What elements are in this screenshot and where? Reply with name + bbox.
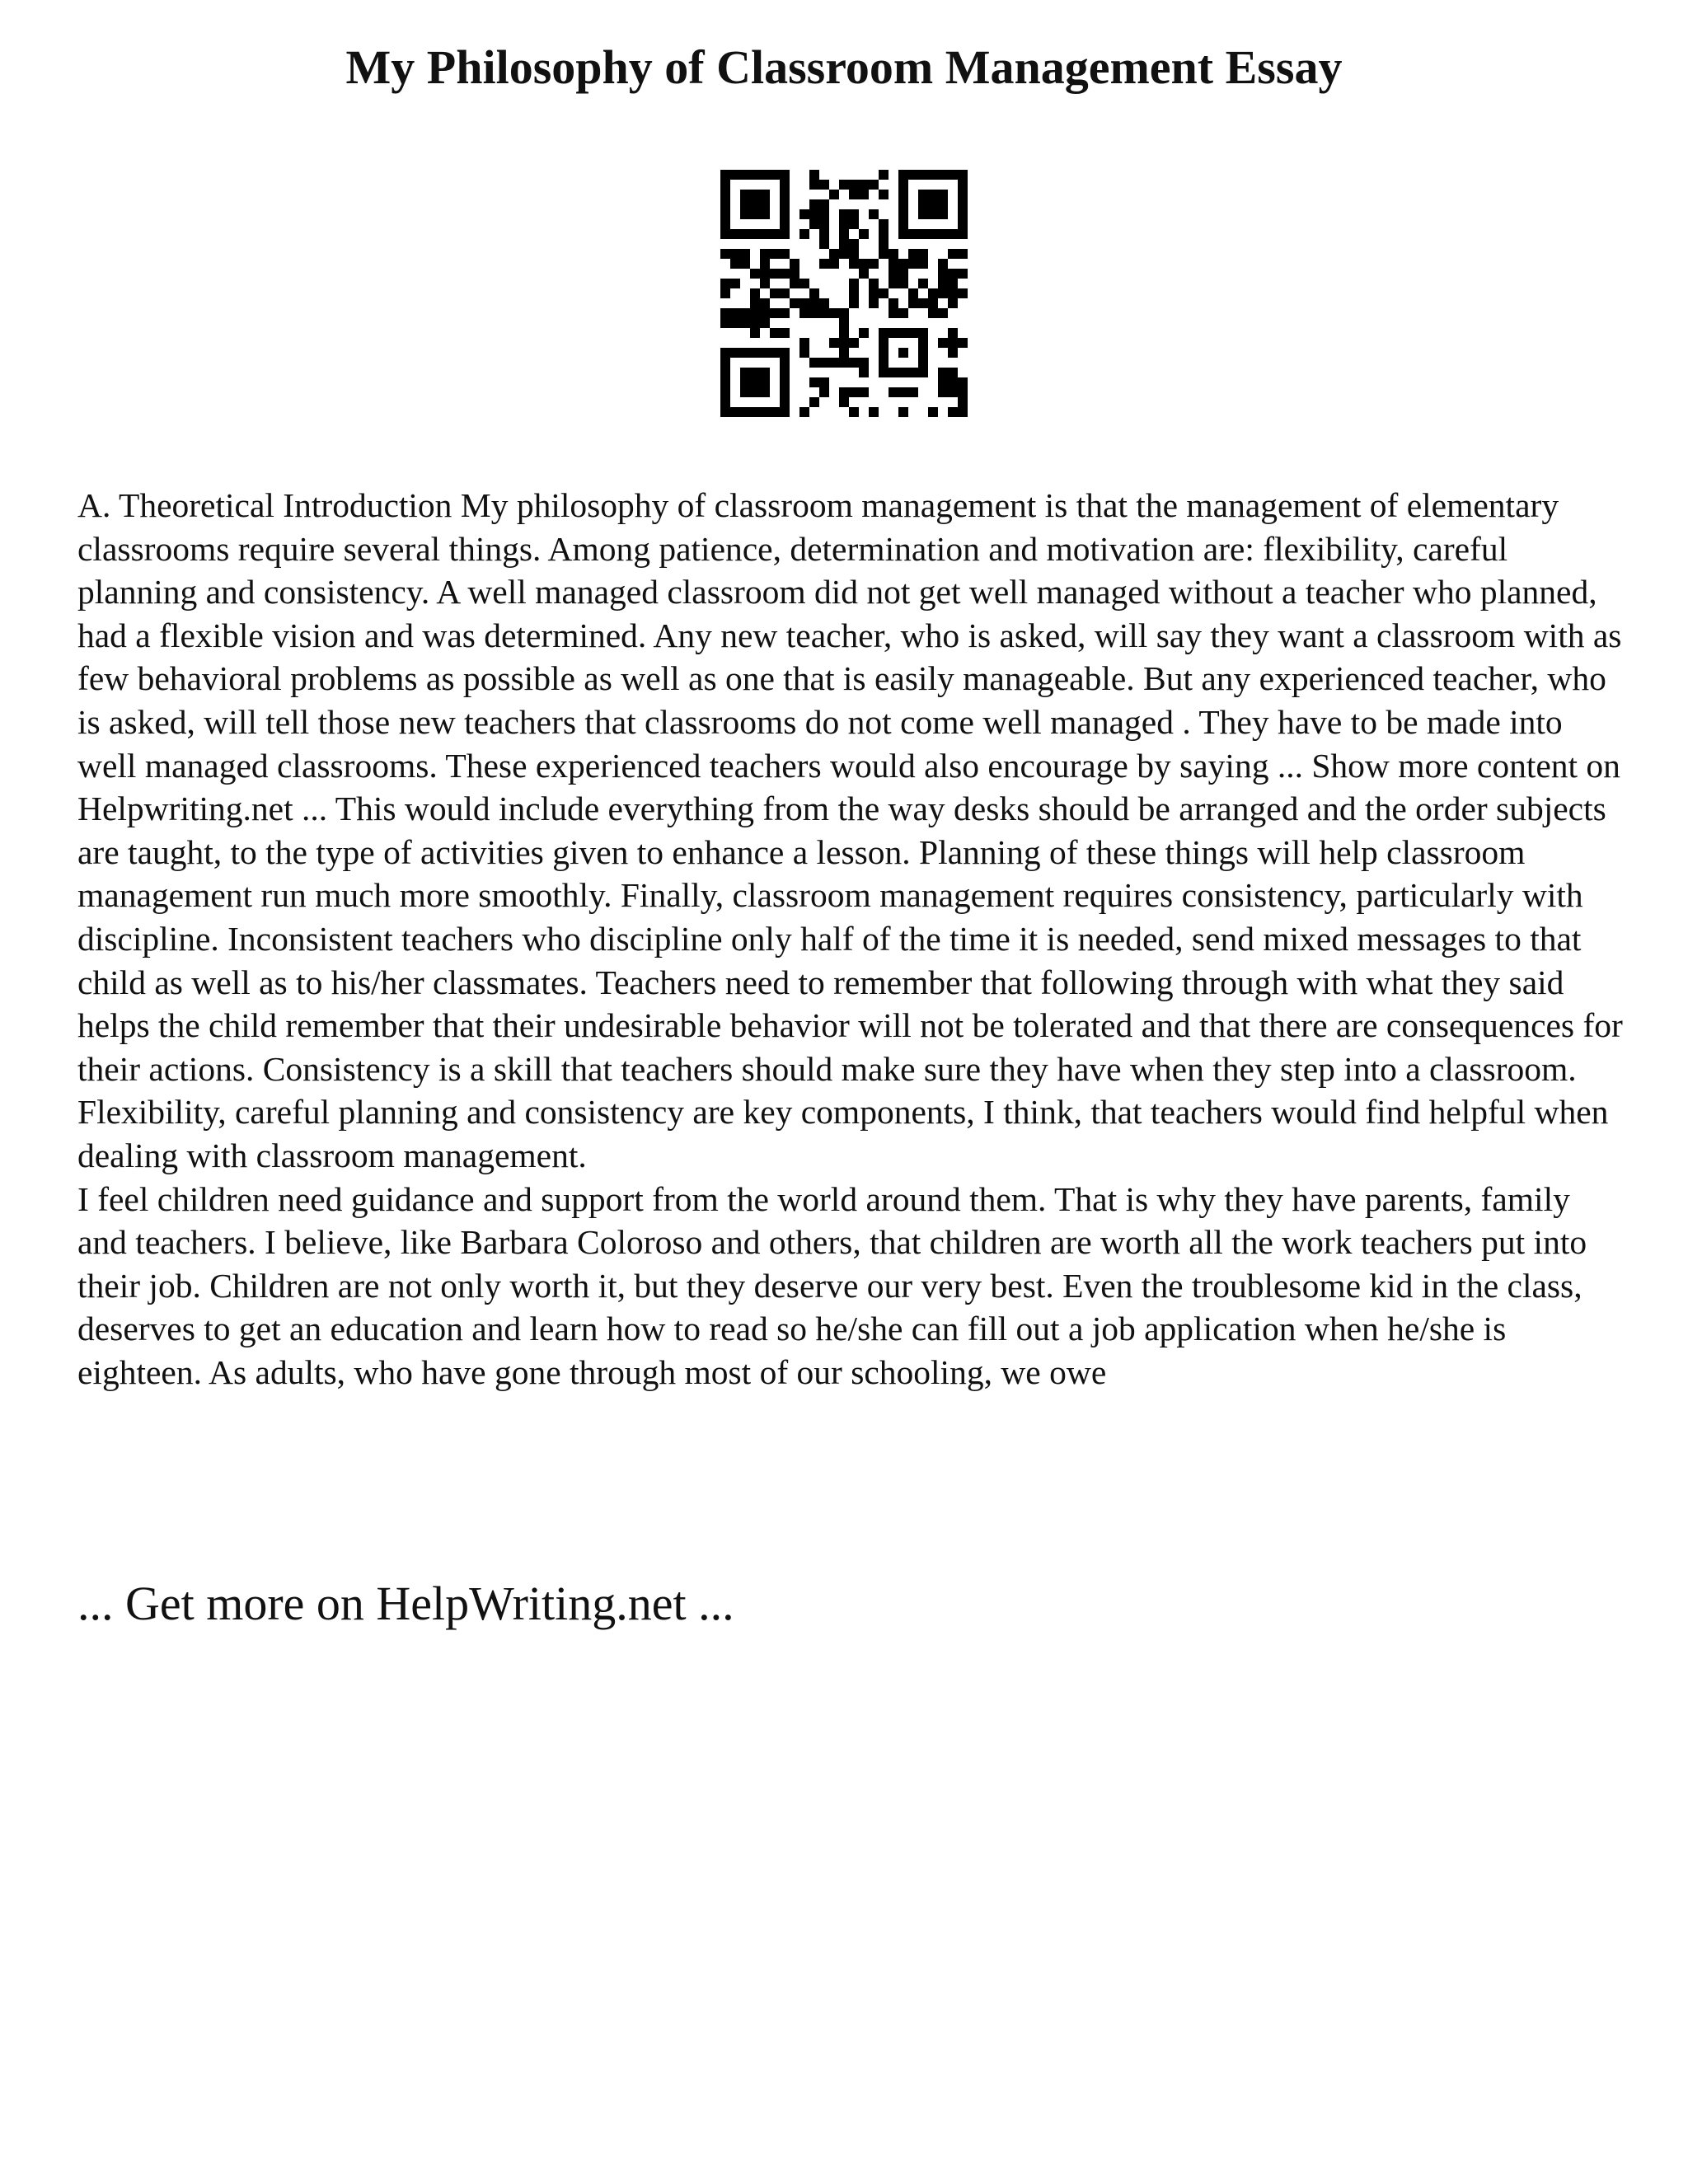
essay-paragraph-2: I feel children need guidance and support from the world around them. That is why they have parents, family and teachers. I believe, like Barbara Coloroso and others, that children are worth all the work teachers put into their job. Children are not only worth it, but they deserve our very best. Even the troublesome kid in the class, deserves to get an education and learn how to read so he/she can fill out a job application when he/she is eighteen. As adults, who have gone through most of our schooling, we owe — [77, 1179, 1587, 1391]
qr-code-graphic — [720, 170, 968, 417]
qr-code-icon — [720, 170, 968, 417]
get-more-link[interactable]: ... Get more on HelpWriting.net ... — [77, 1577, 734, 1630]
document-title: My Philosophy of Classroom Management Essay — [345, 40, 1343, 94]
essay-paragraph-1: A. Theoretical Introduction My philosophy of classroom management is that the management of elementary classrooms require several things. Among patience, determination and motivation are: flexibility, careful planning and consistency. A well managed classroom did not get well managed without a teacher who planned, had a flexible vision and was determined. Any new teacher, who is asked, will say they want a classroom with as few behavioral problems as possible as well as one that is easily manageable. But any experienced teacher, who is asked, will tell those new teachers that classrooms do not come well managed . They have to be made into well managed classrooms. These experienced teachers would also encourage by saying ... Show more content on Helpwriting.net ... This would include everything from the way desks should be arranged and the order subjects are taught, to the type of activities given to enhance a lesson. Planning of these things will help classroom management run much more smoothly. Finally, classroom management requires consistency, particularly with discipline. Inconsistent teachers who discipline only half of the time it is needed, send mixed messages to that child as well as to his/her classmates. Teachers need to remember that following through with what they said helps the child remember that their undesirable behavior will not be tolerated and that there are consequences for their actions. Consistency is a skill that teachers should make sure they have when they step into a classroom. Flexibility, careful planning and consistency are key components, I think, that teachers would find helpful when dealing with classroom management. — [77, 486, 1623, 1174]
essay-body — [77, 484, 1627, 1394]
